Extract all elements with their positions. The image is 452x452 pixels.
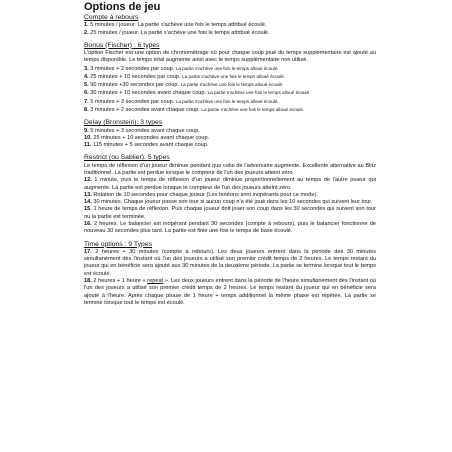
item-text: 25 minutes + 10 secondes par coup. xyxy=(90,73,181,80)
item-number: 3. xyxy=(84,65,89,72)
item-number: 16. xyxy=(84,221,92,228)
list-item xyxy=(84,106,376,114)
section-title-time-options: Time options : 9 Types xyxy=(84,240,153,248)
item-text: 3 minutes + 2 secondes avant chaque coup. xyxy=(90,107,200,114)
item-number: 15. xyxy=(84,206,92,213)
section-title-restrict: Restrict (ou Sablier): 5 types xyxy=(84,154,170,162)
list-item xyxy=(84,278,376,307)
item-note: La partie s'achève une fois le temps alloué écoulé. xyxy=(180,82,284,88)
list-item xyxy=(84,142,376,149)
item-text: 1 minute, puis le temps de réflexion d'un joueur diminue proportionnellement au temps de l'autre joueur qui augmente. La partie est perdue lorsque le compteur de l'un des joueurs atteint zéro. xyxy=(84,177,376,191)
list-item xyxy=(84,89,376,97)
item-text: 1 heure de temps de réflexion. Puis chaque joueur doit jouer son coup dans les 30 secondes qui suivent son tour ou la partie est terminée. xyxy=(84,206,376,220)
list-item xyxy=(84,128,376,135)
item-text: Rotation de 10 secondes pour chaque joueur (Les boutons sont inopérants pour ce mode). xyxy=(93,191,318,198)
item-number: 14. xyxy=(84,199,92,206)
rules-document xyxy=(84,0,376,452)
item-text: 2 heures + 30 minutes (compte à rebours). Les deux joueurs entrent dans la période des 30 minutes simultanément dès l'instant où l'un des joueurs a utilisé son premier crédit temps de 2 heures. Le temps restant du joueur qui en bénéficie sera ajouté aux 30 minutes de la deuxième période. La partie se termine lorsque tout le temps est écoulé. xyxy=(84,248,376,277)
list-item xyxy=(84,22,376,29)
item-number: 7. xyxy=(84,98,89,105)
list-item xyxy=(84,221,376,236)
item-text: 2 heures. Le balancier est inopérant pendant 30 secondes (compte à rebours), puis le balancier fonctionne de nouveau 30 secondes plus tard. La partie est finie une fois le temps de base écoulé. xyxy=(84,221,376,235)
item-text-underlined: repeat xyxy=(147,278,164,285)
list-item xyxy=(84,65,376,73)
list-item xyxy=(84,30,376,37)
list-item xyxy=(84,249,376,278)
item-number: 10. xyxy=(84,134,92,141)
item-number: 17. xyxy=(84,248,92,255)
item-number: 18. xyxy=(84,278,92,285)
list-item xyxy=(84,192,376,199)
item-text: 5 minutes / joueur. La partie s'achève une fois le temps attribué écoulé. xyxy=(90,22,267,29)
list-item xyxy=(84,135,376,142)
item-note: La partie s'achève une fois le temps alloué écoulé. xyxy=(201,107,305,113)
item-number: 6. xyxy=(84,90,89,97)
item-note: La partie s'achève une fois le temps alloué écoulé. xyxy=(175,65,279,71)
item-text: 90 minutes +30 secondes par coup. xyxy=(90,82,180,89)
section-title-countdown: Compte à rebours xyxy=(84,14,139,21)
item-text: 115 minutes + 5 secondes avant chaque coup. xyxy=(93,142,209,149)
item-note: La partie s'achève une fois le temps alloué écoulé. xyxy=(182,73,285,79)
item-text: 3 minutes + 2 secondes par coup. xyxy=(90,65,175,72)
item-number: 8. xyxy=(84,107,89,114)
item-number: 9. xyxy=(84,127,89,134)
item-number: 11. xyxy=(84,142,92,149)
item-text: 5 minutes + 3 secondes avant chaque coup. xyxy=(90,127,200,134)
section-intro: Le temps de réflexion d'un joueur diminue pendant que celui de l'adversaire augmente. Excellente alternative au Blitz traditionnel. La partie est perdue lorsque le compteur de l'un des joueurs atteint zéro. xyxy=(84,162,376,176)
item-text: 30 minutes. Chaque joueur passe son tour si aucun coup n'a été joué dans les 10 secondes qui suivent leur tour. xyxy=(93,199,373,206)
list-item xyxy=(84,206,376,221)
section-title-delay: Delay (Bronstein): 3 types xyxy=(84,119,163,127)
list-item xyxy=(84,199,376,206)
item-note: La partie s'achève une fois le temps alloué écoulé. xyxy=(175,98,279,104)
item-number: 4. xyxy=(84,73,89,80)
item-text-post: ». Les deux joueurs entrent dans la période de l'heure simultanément dès l'instant où l'un des joueurs a utilisé son premier crédit temps de 2 heures. Le temps restant du joueur qui en bénéficie sera ajouté à l'heure. Après chaque phase de 1 heure + temps additionnel la même phase est répétée. La partie se termine lorsque tout le temps est écoulé. xyxy=(84,278,376,306)
item-text-pre: 2 heures + 1 heure « xyxy=(93,278,148,285)
item-note: La partie s'achève une fois le temps alloué écoulé. xyxy=(207,90,311,96)
item-number: 2. xyxy=(84,29,89,36)
item-text: 30 minutes + 10 secondes avant chaque coup. xyxy=(90,90,207,97)
item-text: 25 minutes + 10 secondes avant chaque coup. xyxy=(93,134,210,141)
item-number: 13. xyxy=(84,191,92,198)
item-number: 5. xyxy=(84,82,89,89)
list-item xyxy=(84,177,376,192)
list-item xyxy=(84,98,376,106)
item-number: 12. xyxy=(84,177,92,184)
list-item xyxy=(84,73,376,81)
section-title-fischer: Bonus (Fischer) : 6 types xyxy=(84,41,160,49)
list-item xyxy=(84,81,376,89)
section-intro: L'option Fischer est une option de chronométrage où pour chaque coup joué du temps supplémentaire est ajouté au temps disponible. Le temps total augmente ainsi avec le temps supplémentaire non utilisé. xyxy=(84,50,376,64)
item-number: 1. xyxy=(84,22,89,29)
item-text: 5 minutes + 3 secondes par coup. xyxy=(90,98,175,105)
item-text: 25 minutes / joueur. La partie s'achève une fois le temps attribué écoulé. xyxy=(90,29,270,36)
page-title: Options de jeu xyxy=(84,1,161,13)
